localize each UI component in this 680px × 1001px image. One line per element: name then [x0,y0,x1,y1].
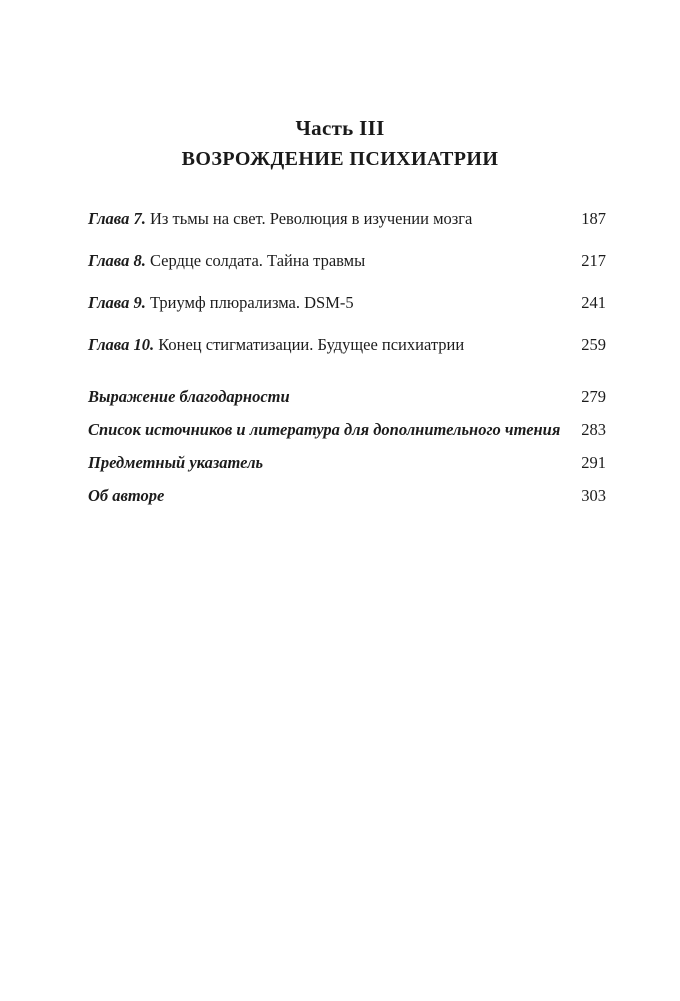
toc-entry-chapter-7 [88,209,606,228]
chapter-title: Из тьмы на свет. Революция в изучении мозга [149,209,473,228]
entry-text [88,335,476,354]
back-matter-section [88,387,606,505]
page-number: 283 [581,420,606,439]
page-number: 187 [581,209,606,228]
back-matter-title: Об авторе [88,486,165,505]
chapter-title: Конец стигматизации. Будущее психиатрии [158,335,465,354]
entry-text [88,209,484,228]
back-matter-title: Список источников и литература для дополнительного чтения [88,420,561,439]
page-number: 279 [581,387,606,406]
toc-entry-chapter-8 [88,251,606,270]
page-number: 259 [581,335,606,354]
entry-text [88,293,366,312]
part-title: ВОЗРОЖДЕНИЕ ПСИХИАТРИИ [181,148,499,170]
part-label: Часть III [295,116,385,140]
entry-text [88,251,377,270]
chapter-title: Триумф плюрализма. DSM-5 [149,293,354,312]
chapter-title: Сердце солдата. Тайна травмы [149,251,366,270]
toc-entry-about-author [88,486,606,505]
toc-header [0,116,680,171]
back-matter-title: Выражение благодарности [88,387,290,406]
toc-entry-sources [88,420,606,439]
page-number: 291 [581,453,606,472]
chapter-label: Глава 10. [88,335,155,354]
toc-entry-acknowledgements [88,387,606,406]
chapter-label: Глава 8. [88,251,146,270]
toc-body [0,209,680,505]
toc-entry-index [88,453,606,472]
page-number: 303 [581,486,606,505]
page-number: 241 [581,293,606,312]
back-matter-title: Предметный указатель [88,453,264,472]
toc-entry-chapter-9 [88,293,606,312]
page-number: 217 [581,251,606,270]
chapter-label: Глава 9. [88,293,146,312]
chapter-label: Глава 7. [88,209,146,228]
toc-entry-chapter-10 [88,335,606,354]
